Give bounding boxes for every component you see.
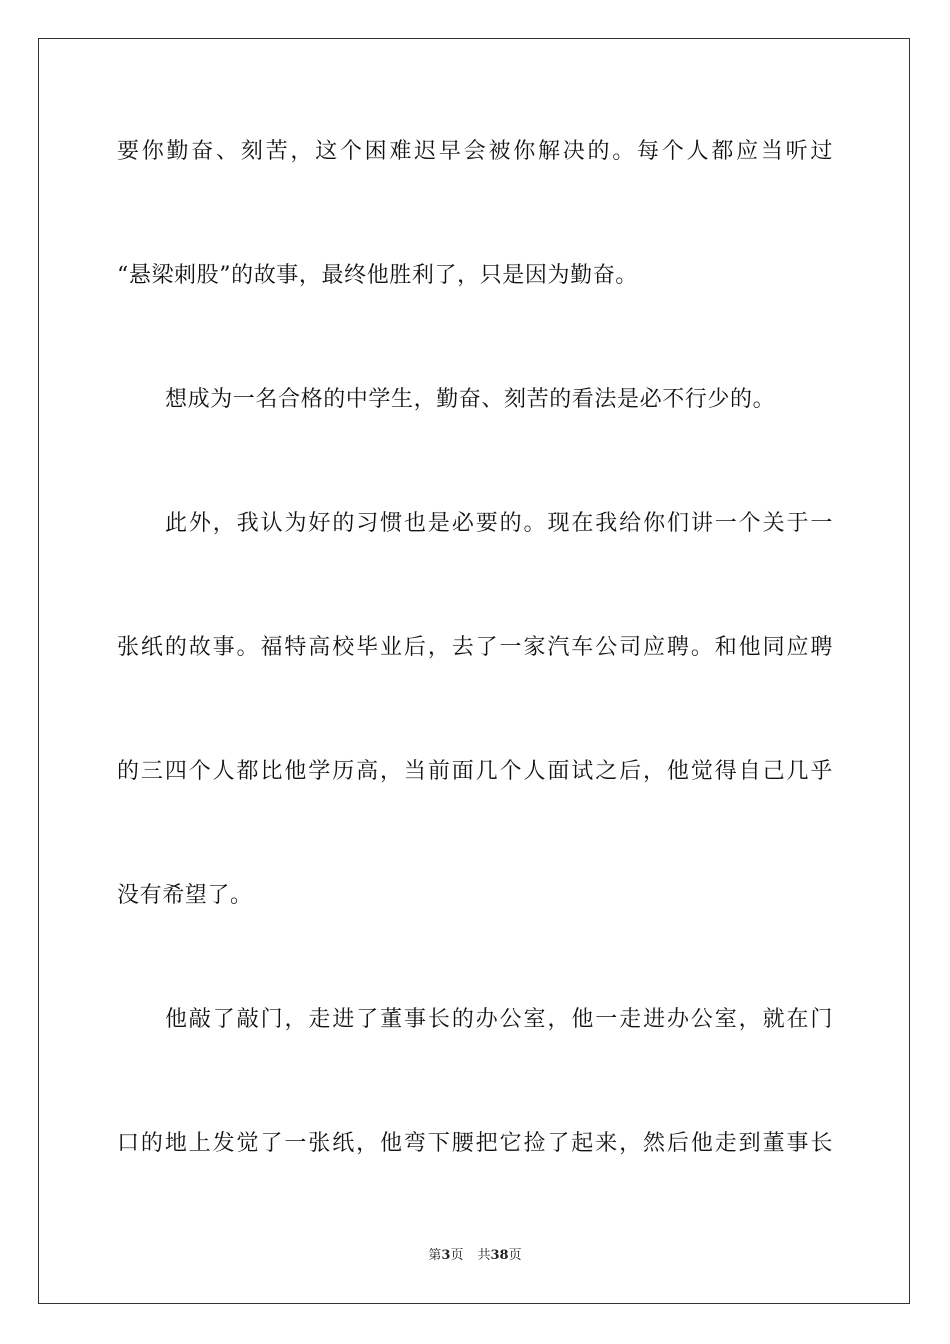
text-line-7: 没有希望了。 <box>117 883 253 908</box>
text-line-6: 的三四个人都比他学历高，当前面几个人面试之后，他觉得自己几乎 <box>117 759 833 784</box>
total-pages: 38 <box>490 1248 509 1263</box>
page-suffix: 页 <box>450 1248 464 1263</box>
text-line-2: “悬梁刺股”的故事，最终他胜利了，只是因为勤奋。 <box>117 263 638 288</box>
text-line-8: 他敲了敲门，走进了董事长的办公室，他一走进办公室，就在门 <box>165 1007 833 1032</box>
text-line-4: 此外，我认为好的习惯也是必要的。现在我给你们讲一个关于一 <box>165 511 833 536</box>
page-prefix: 第 <box>428 1248 442 1263</box>
page-number: 3 <box>441 1248 451 1263</box>
page-border <box>38 38 910 1304</box>
text-line-1: 要你勤奋、刻苦，这个困难迟早会被你解决的。每个人都应当听过 <box>117 139 833 164</box>
text-line-9: 口的地上发觉了一张纸，他弯下腰把它捡了起来，然后他走到董事长 <box>117 1131 833 1156</box>
page-footer <box>0 1247 950 1265</box>
total-prefix: 共 <box>477 1248 491 1263</box>
total-suffix: 页 <box>508 1248 522 1263</box>
text-line-5: 张纸的故事。福特高校毕业后，去了一家汽车公司应聘。和他同应聘 <box>117 635 833 660</box>
text-line-3: 想成为一名合格的中学生，勤奋、刻苦的看法是必不行少的。 <box>165 387 776 412</box>
